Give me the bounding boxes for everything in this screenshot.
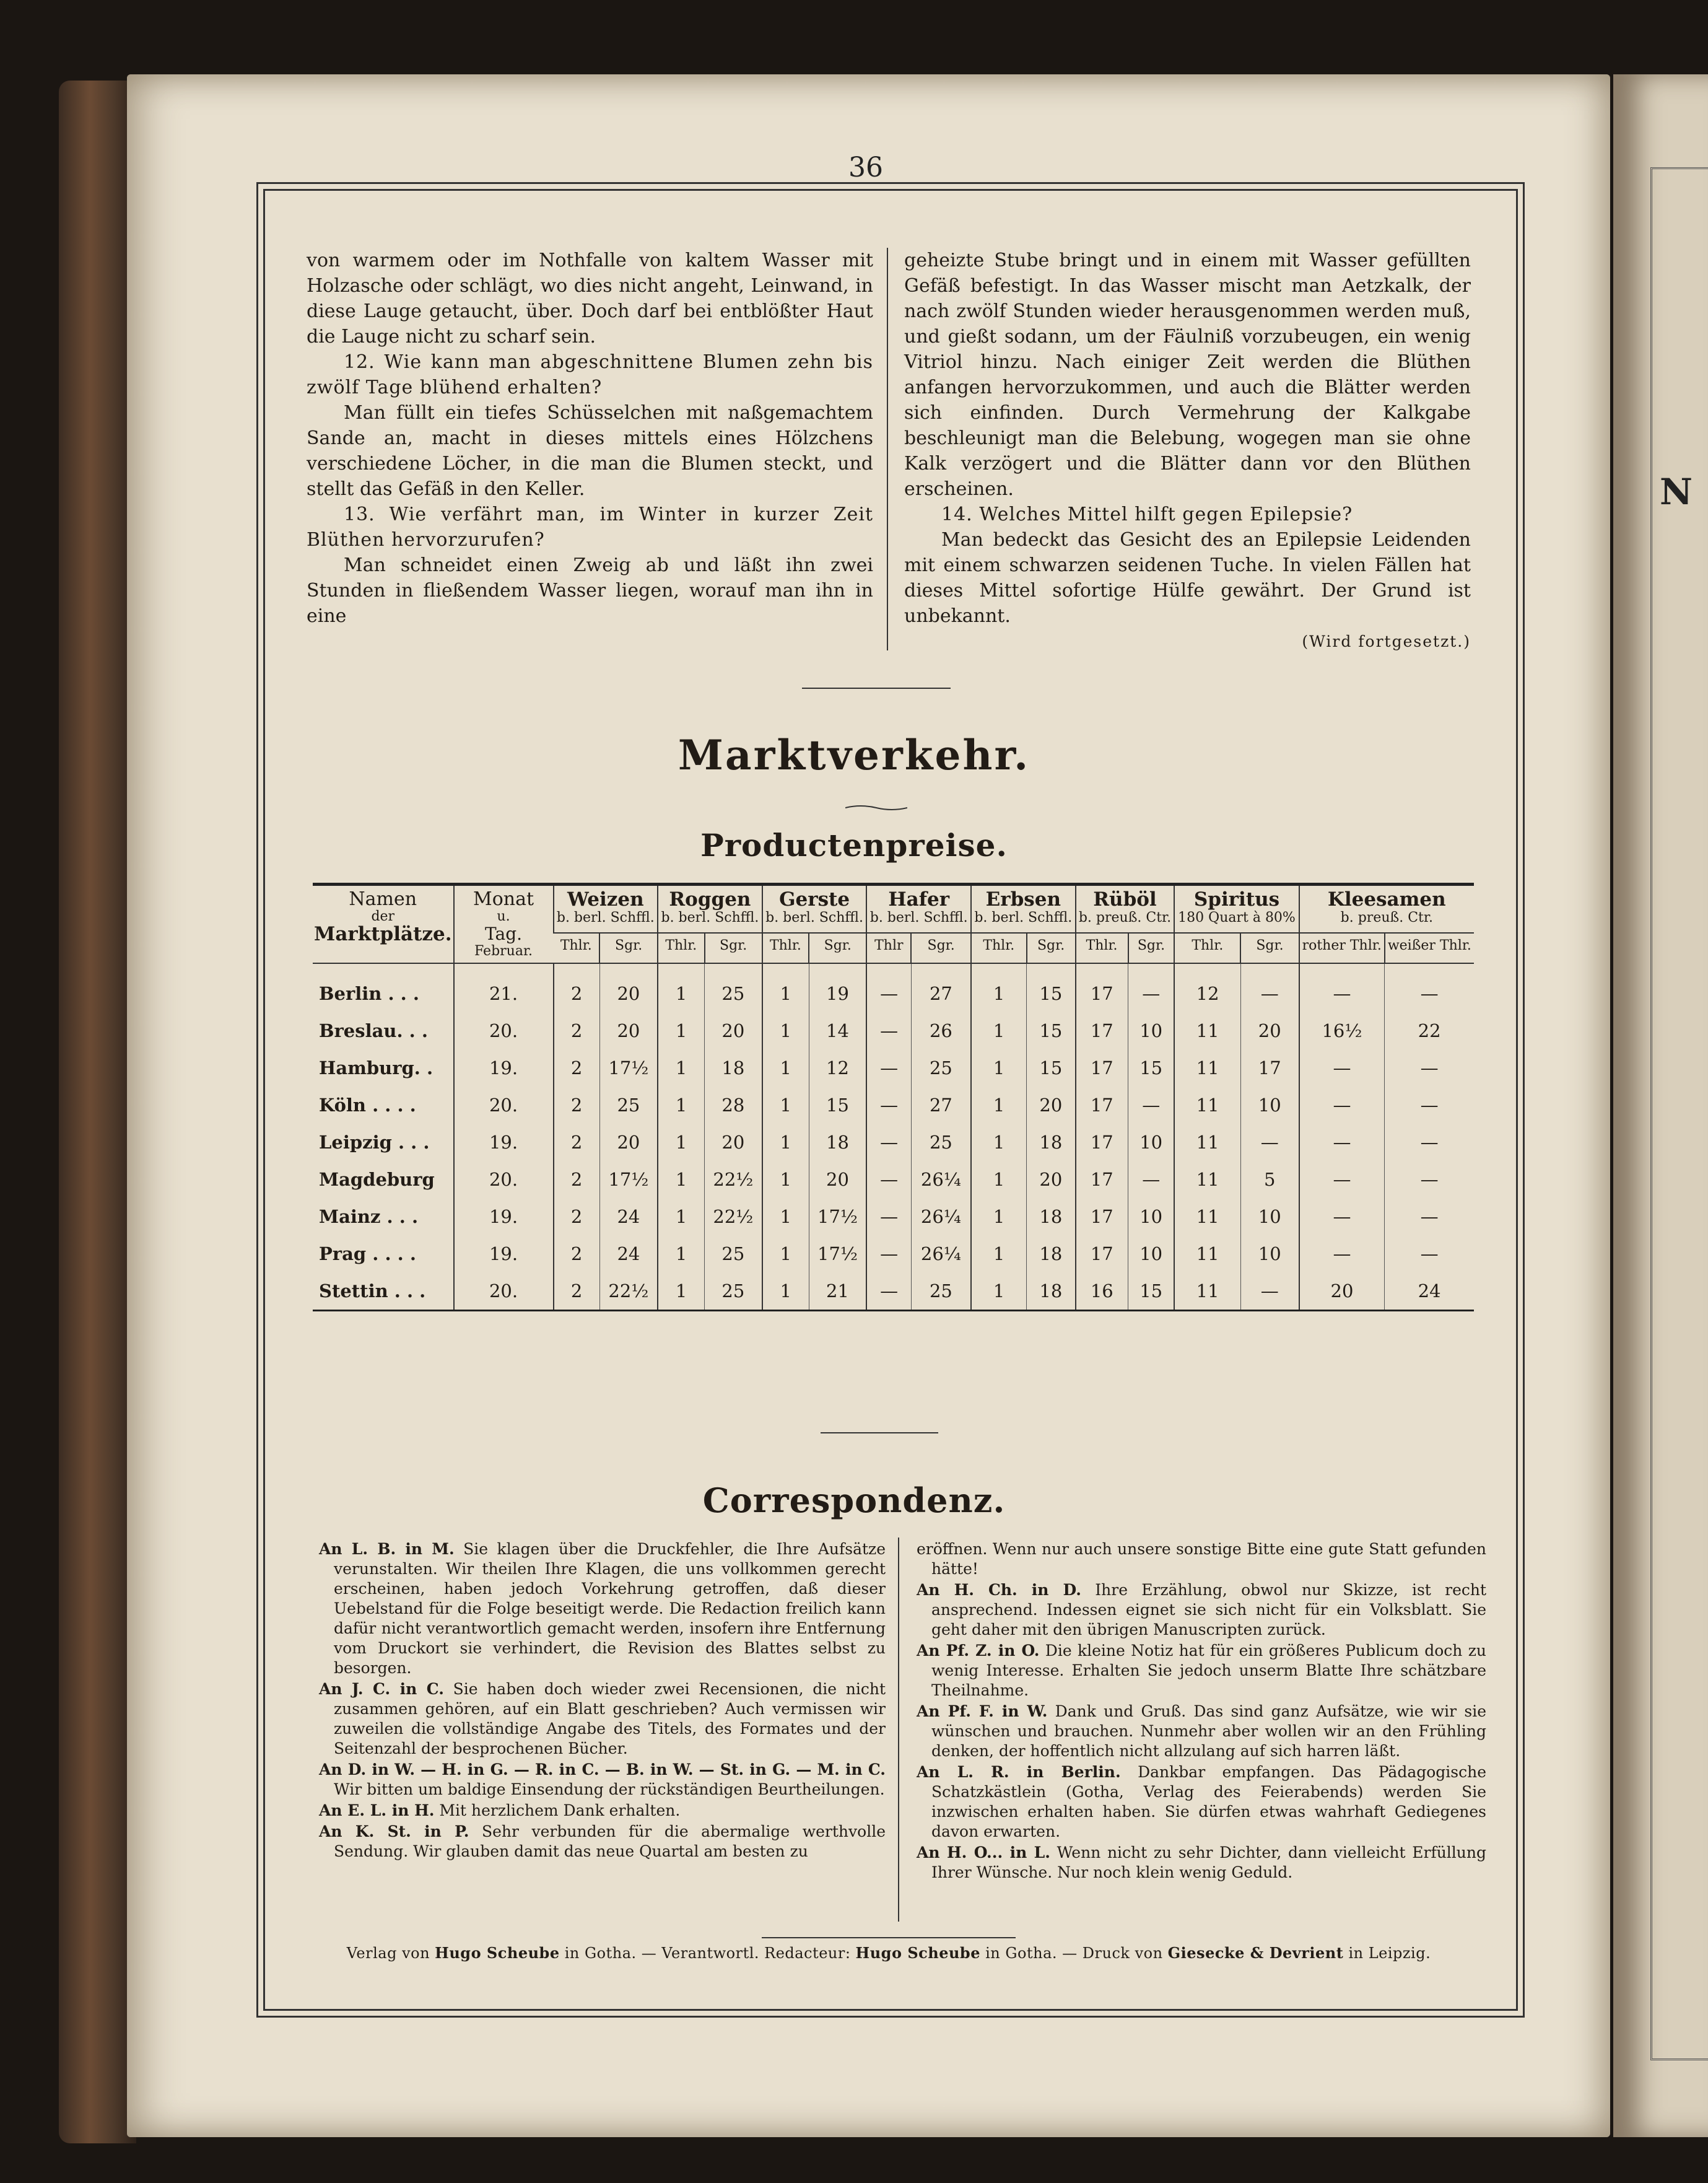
commodity-unit: b. preuß. Ctr. [1340,910,1433,925]
correspondence-entry [917,1702,1486,1761]
price-cell: — [1299,1124,1385,1161]
commodity-unit: b. berl. Schffl. [556,910,655,925]
price-cell: — [1299,1161,1385,1198]
correspondence-text: Wir bitten um baldige Einsendung der rückständigen Beurtheilungen. [334,1780,885,1798]
subcol-header: Sgr. [599,933,658,963]
market-date: 19. [454,1235,554,1272]
subcol-header: Thlr. [762,933,809,963]
price-cell: — [1240,1124,1299,1161]
section-title: Marktverkehr. [678,731,1030,779]
price-cell: 15 [1128,1272,1175,1311]
price-cell: 18 [1027,1235,1076,1272]
price-cell: 2 [554,1124,600,1161]
section-rule-top [802,688,951,689]
price-cell: — [1128,1161,1175,1198]
price-cell: 11 [1174,1124,1240,1161]
market-place: Breslau. . . [319,1020,428,1041]
table-row [313,1272,1474,1311]
price-cell: 1 [971,1198,1027,1235]
title-ornament [845,804,907,812]
price-cell: 17 [1076,1198,1128,1235]
price-cell: 17 [1076,963,1128,1012]
price-cell: 10 [1240,1087,1299,1124]
correspondence-divider [898,1538,899,1922]
correspondence-text: Sie klagen über die Druckfehler, die Ihre Aufsätze verunstalten. Wir theilen Ihre Klagen, die uns vollkommen gerecht erscheinen, haben jedoch Vorkehrung getroffen, daß dieser Uebelstand für die Folge beseitigt werde. Die Redaction freilich kann dafür nicht verantwortlich gemacht werden, insofern ihre Entfernung vom Druckort sie verhindert, die Revision des Blattes selbst zu besorgen. [334,1540,886,1677]
commodity-unit: b. berl. Schffl. [974,910,1073,925]
answer-paragraph: Man bedeckt das Gesicht des an Epilepsie Leidenden mit einem schwarzen seidenen Tuche. In vielen Fällen hat dieses Mittel sofortige Hülfe gewährt. Der Grund ist unbekannt. [904,529,1471,627]
price-cell: 1 [762,963,809,1012]
continued-note: (Wird fortgesetzt.) [1302,632,1471,650]
price-cell: 15 [809,1087,866,1124]
price-cell: 15 [1027,1012,1076,1049]
price-cell: — [866,1124,911,1161]
price-cell: — [1385,1124,1474,1161]
market-place: Köln . . . . [319,1095,416,1116]
price-cell: 1 [971,1161,1027,1198]
price-cell: 10 [1240,1198,1299,1235]
commodity-unit: b. preuß. Ctr. [1078,910,1172,925]
price-cell: — [1385,1049,1474,1087]
price-cell: 17 [1076,1012,1128,1049]
correspondence-text: Sehr verbunden für die abermalige werthvolle Sendung. Wir glauben damit das neue Quartal am besten zu [334,1822,886,1860]
price-cell: 27 [911,1087,971,1124]
subcol-header: Thlr. [554,933,600,963]
correspondence-entry [319,1539,886,1678]
price-cell: 22½ [599,1272,658,1311]
subcol-header: Thlr. [1076,933,1128,963]
subcol-header: Thlr. [1174,933,1240,963]
price-cell: 1 [762,1087,809,1124]
col-header-date: Monat u. Tag. Februar. [454,885,554,964]
price-cell: — [1299,1087,1385,1124]
price-cell: 24 [1385,1272,1474,1311]
price-cell: 20 [1299,1272,1385,1311]
price-cell: — [1385,963,1474,1012]
price-cell: 1 [658,1235,704,1272]
price-cell: 21 [809,1272,866,1311]
correspondence-addressee: An L. B. in M. [319,1540,455,1558]
column-divider [887,248,888,650]
answer-paragraph: geheizte Stube bringt und in einem mit Wasser gefüllten Gefäß befestigt. In das Wasser mischt man Aetzkalk, der nach zwölf Stunden wieder herausgenommen werden muß, und gießt sodann, um der Fäulniß vorzubeugen, ein wenig Vitriol hinzu. Nach einiger Zeit werden die Blüthen anfangen hervorzukommen, und auch die Blätter werden sich einfinden. Durch Vermehrung der Kalkgabe beschleunigt man die Belebung, wogegen man sie ohne Kalk verzögert und die Blätter dann vor den Blüthen erscheinen. [904,250,1471,500]
price-cell: 10 [1240,1235,1299,1272]
table-row [313,1198,1474,1235]
price-cell: 20 [599,1124,658,1161]
price-cell: 12 [1174,963,1240,1012]
market-date: 19. [454,1049,554,1087]
subcol-header: Thlr. [658,933,704,963]
price-cell: 1 [762,1272,809,1311]
price-cell: 1 [658,1087,704,1124]
price-cell: 17 [1076,1049,1128,1087]
correspondence-addressee: An K. St. in P. [319,1822,469,1840]
price-cell: 1 [762,1012,809,1049]
col-header-commodity [1076,885,1175,933]
price-cell: 20 [809,1161,866,1198]
price-cell: 10 [1128,1235,1175,1272]
facing-page-frame [1650,167,1708,2060]
price-cell: 1 [658,1124,704,1161]
price-cell: 11 [1174,1272,1240,1311]
subcol-header: rother Thlr. [1299,933,1385,963]
facing-page [1613,74,1708,2137]
col-header-commodity [1299,885,1474,933]
price-cell: — [866,1235,911,1272]
market-date: 19. [454,1124,554,1161]
subcol-header: Sgr. [1027,933,1076,963]
price-cell: 25 [705,963,762,1012]
commodity-name: Erbsen [985,888,1061,911]
subcol-header: Thlr [866,933,911,963]
question-paragraph: 14. Welches Mittel hilft gegen Epilepsie? [941,504,1353,525]
price-cell: — [1299,1198,1385,1235]
price-cell: — [1385,1161,1474,1198]
price-cell: 11 [1174,1161,1240,1198]
price-cell: 2 [554,1049,600,1087]
price-cell: 19 [809,963,866,1012]
price-cell: 25 [911,1124,971,1161]
col-header-commodity [866,885,971,933]
right-text-column [904,248,1471,654]
price-cell: — [1385,1087,1474,1124]
correspondence-text: Dankbar empfangen. Das Pädagogische Schatzkästlein (Gotha, Verlag des Feierabends) werden Sie inzwischen erhalten haben. Sie dürfen etwas wahrhaft Gediegenes davon erwarten. [931,1763,1487,1840]
price-cell: 1 [762,1049,809,1087]
correspondence-entry [917,1843,1486,1883]
page-number: 36 [848,152,883,183]
price-cell: 10 [1128,1124,1175,1161]
price-cell: 1 [971,1087,1027,1124]
col-header-commodity [1174,885,1299,933]
market-place: Mainz . . . [319,1206,419,1227]
price-cell: 25 [705,1272,762,1311]
col-header-commodity [762,885,867,933]
market-date: 20. [454,1161,554,1198]
correspondence-text: Die kleine Notiz hat für ein größeres Publicum doch zu wenig Interesse. Erhalten Sie jedoch unserm Blatte Ihre schätzbare Theilnahme. [931,1642,1486,1699]
facing-page-fragment: N [1660,471,1693,513]
correspondence-text: Wenn nicht zu sehr Dichter, dann vielleicht Erfüllung Ihrer Wünsche. Nur noch klein wenig Geduld. [931,1844,1486,1881]
table-row [313,1087,1474,1124]
price-cell: 1 [971,1049,1027,1087]
market-place: Hamburg. . [319,1057,434,1078]
price-cell: 25 [599,1087,658,1124]
price-cell: — [866,1087,911,1124]
correspondence-entry [917,1762,1486,1842]
correspondence-addressee: An Pf. F. in W. [917,1702,1048,1720]
answer-paragraph: von warmem oder im Nothfalle von kaltem Wasser mit Holzasche oder schlägt, wo dies nicht angeht, Leinwand, in diese Lauge getaucht, über. Doch darf bei entblößter Haut die Lauge nicht zu scharf sein. [307,250,873,348]
price-cell: 16½ [1299,1012,1385,1049]
price-cell: 11 [1174,1198,1240,1235]
correspondence-entry [917,1641,1486,1700]
commodity-unit: b. berl. Schffl. [869,910,968,925]
price-cell: 25 [911,1049,971,1087]
correspondence-text: Mit herzlichem Dank erhalten. [439,1801,681,1819]
left-text-column [307,248,873,629]
price-cell: 26¼ [911,1235,971,1272]
price-cell: 18 [1027,1272,1076,1311]
price-cell: 17 [1076,1087,1128,1124]
correspondence-entry [319,1801,886,1821]
market-date: 19. [454,1198,554,1235]
market-date: 21. [454,963,554,1012]
price-cell: 17½ [599,1161,658,1198]
correspondence-entry [917,1580,1486,1640]
price-cell: 1 [762,1235,809,1272]
price-cell: 1 [658,963,704,1012]
subsection-title: Productenpreise. [700,827,1008,864]
subcol-header: Sgr. [1240,933,1299,963]
price-cell: 1 [971,1235,1027,1272]
price-cell: 2 [554,1272,600,1311]
price-cell: 28 [705,1087,762,1124]
price-cell: 20 [1240,1012,1299,1049]
price-cell: — [866,963,911,1012]
price-cell: 5 [1240,1161,1299,1198]
price-cell: 17 [1076,1235,1128,1272]
correspondence-addressee: An D. in W. — H. in G. — R. in C. — B. in W. — St. in G. — M. in C. [319,1761,886,1778]
price-cell: 20 [599,963,658,1012]
price-cell: 26 [911,1012,971,1049]
price-cell: 20 [1027,1161,1076,1198]
correspondence-left [319,1539,886,1863]
correspondence-addressee: An J. C. in C. [319,1680,444,1698]
price-cell: 20 [1027,1087,1076,1124]
price-cell: 22½ [705,1198,762,1235]
price-cell: 15 [1027,963,1076,1012]
price-cell: — [1240,1272,1299,1311]
price-cell: 10 [1128,1198,1175,1235]
commodity-unit: 180 Quart à 80% [1178,910,1296,925]
correspondence-entry [319,1679,886,1759]
market-place: Stettin . . . [319,1280,426,1301]
question-paragraph: 13. Wie verfährt man, im Winter in kurzer Zeit Blüthen hervorzurufen? [307,504,873,551]
correspondence-title: Correspondenz. [702,1481,1006,1520]
price-cell: 1 [658,1272,704,1311]
price-cell: 2 [554,1161,600,1198]
commodity-name: Roggen [669,888,751,911]
price-cell: 15 [1128,1049,1175,1087]
price-cell: 1 [971,963,1027,1012]
price-cell: 25 [705,1235,762,1272]
price-cell: 1 [762,1198,809,1235]
correspondence-entry [319,1760,886,1800]
table-row [313,1049,1474,1087]
table-row [313,1161,1474,1198]
price-cell: 15 [1027,1049,1076,1087]
col-header-commodity [658,885,762,933]
market-date: 20. [454,1012,554,1049]
subcol-header: Sgr. [911,933,971,963]
answer-paragraph: Man füllt ein tiefes Schüsselchen mit naßgemachtem Sande an, macht in dieses mittels eines Hölzchens verschiedene Löcher, in die man die Blumen steckt, und stellt das Gefäß in den Keller. [307,402,873,500]
commodity-name: Weizen [567,888,644,911]
correspondence-text: eröffnen. Wenn nur auch unsere sonstige Bitte eine gute Statt gefunden hätte! [917,1540,1486,1578]
price-cell: — [1128,1087,1175,1124]
correspondence-addressee: An H. O... in L. [917,1844,1050,1861]
commodity-name: Rüböl [1093,888,1157,911]
correspondence-addressee: An H. Ch. in D. [917,1581,1081,1599]
commodity-name: Kleesamen [1327,888,1446,911]
subcol-header: weißer Thlr. [1385,933,1474,963]
commodity-name: Gerste [779,888,850,911]
subcol-header: Sgr. [809,933,866,963]
market-place: Berlin . . . [319,983,419,1004]
market-place: Magdeburg [319,1169,435,1190]
market-date: 20. [454,1087,554,1124]
market-place: Prag . . . . [319,1243,416,1264]
price-cell: 1 [658,1012,704,1049]
correspondence-entry [319,1822,886,1861]
price-cell: 27 [911,963,971,1012]
table-row [313,963,1474,1012]
price-cell: — [1299,963,1385,1012]
price-cell: 26¼ [911,1161,971,1198]
price-cell: 1 [658,1161,704,1198]
question-paragraph: 12. Wie kann man abgeschnittene Blumen zehn bis zwölf Tage blühend erhalten? [307,351,873,398]
price-cell: 2 [554,963,600,1012]
price-cell: 18 [809,1124,866,1161]
market-place: Leipzig . . . [319,1132,430,1153]
price-cell: — [1299,1235,1385,1272]
price-cell: 17 [1240,1049,1299,1087]
price-cell: 17 [1076,1161,1128,1198]
market-date: 20. [454,1272,554,1311]
commodity-name: Hafer [888,888,950,911]
price-cell: — [866,1012,911,1049]
price-cell: 1 [971,1272,1027,1311]
price-cell: — [1128,963,1175,1012]
price-cell: 18 [705,1049,762,1087]
price-cell: 24 [599,1235,658,1272]
footer-rule [762,1937,1016,1938]
price-cell: 18 [1027,1124,1076,1161]
price-cell: 17 [1076,1124,1128,1161]
price-cell: 14 [809,1012,866,1049]
section-rule-bottom [821,1432,938,1433]
commodity-name: Spiritus [1193,888,1280,911]
price-cell: — [866,1198,911,1235]
price-cell: — [866,1161,911,1198]
price-cell: 20 [599,1012,658,1049]
price-cell: 11 [1174,1049,1240,1087]
price-cell: — [866,1272,911,1311]
correspondence-right [917,1539,1486,1884]
price-cell: 1 [658,1198,704,1235]
price-cell: 26¼ [911,1198,971,1235]
correspondence-addressee: An L. R. in Berlin. [917,1763,1121,1781]
price-cell: 12 [809,1049,866,1087]
subcol-header: Sgr. [1128,933,1175,963]
price-cell: 1 [658,1049,704,1087]
price-cell: 2 [554,1198,600,1235]
price-cell: 16 [1076,1272,1128,1311]
price-cell: — [1385,1198,1474,1235]
subcol-header: Thlr. [971,933,1027,963]
imprint-footer: Verlag von Hugo Scheube in Gotha. — Verantwortl. Redacteur: Hugo Scheube in Gotha. — Druck von Giesecke & Devrient in Leipzig. [346,1944,1431,1962]
correspondence-addressee: An Pf. Z. in O. [917,1642,1040,1660]
book-spine [59,81,136,2143]
col-header-commodity [554,885,658,933]
price-cell: 1 [762,1161,809,1198]
price-cell: 2 [554,1087,600,1124]
price-cell: 1 [971,1012,1027,1049]
col-header-place: Namen der Marktplätze. [313,885,454,964]
answer-paragraph: Man schneidet einen Zweig ab und läßt ihn zwei Stunden in fließendem Wasser liegen, worauf man ihn in eine [307,554,873,627]
price-cell: 11 [1174,1235,1240,1272]
price-cell: 1 [762,1124,809,1161]
table-row [313,1012,1474,1049]
price-cell: 18 [1027,1198,1076,1235]
price-cell: — [866,1049,911,1087]
price-cell: 25 [911,1272,971,1311]
price-cell: 24 [599,1198,658,1235]
price-cell: 22½ [705,1161,762,1198]
price-cell: 2 [554,1012,600,1049]
price-cell: 10 [1128,1012,1175,1049]
price-cell: 2 [554,1235,600,1272]
correspondence-addressee: An E. L. in H. [319,1801,435,1819]
price-table [313,883,1474,1311]
price-cell: 11 [1174,1087,1240,1124]
price-cell: — [1385,1235,1474,1272]
subcol-header: Sgr. [705,933,762,963]
price-cell: 17½ [599,1049,658,1087]
price-cell: 1 [971,1124,1027,1161]
price-cell: — [1240,963,1299,1012]
price-cell: 11 [1174,1012,1240,1049]
price-cell: 20 [705,1012,762,1049]
correspondence-text: Dank und Gruß. Das sind ganz Aufsätze, wie wir sie wünschen und brauchen. Nunmehr aber wollen wir an den Frühling denken, der hoffentlich nicht allzulang auf sich harren läßt. [931,1702,1486,1760]
price-cell: 20 [705,1124,762,1161]
price-cell: 17½ [809,1235,866,1272]
price-cell: 17½ [809,1198,866,1235]
commodity-unit: b. berl. Schffl. [765,910,864,925]
table-row [313,1235,1474,1272]
table-row [313,1124,1474,1161]
correspondence-entry [917,1539,1486,1579]
correspondence-text: Sie haben doch wieder zwei Recensionen, die nicht zusammen gehören, auf ein Blatt geschrieben? Auch vermissen wir zuweilen die vollständige Angabe des Titels, des Formates und der Seitenzahl der besprochenen Bücher. [334,1680,886,1757]
commodity-unit: b. berl. Schffl. [661,910,759,925]
price-cell: 22 [1385,1012,1474,1049]
col-header-commodity [971,885,1076,933]
price-cell: — [1299,1049,1385,1087]
correspondence-text: Ihre Erzählung, obwol nur Skizze, ist recht ansprechend. Indessen eignet sie sich nicht für ein Volksblatt. Sie geht daher mit den übrigen Manuscripten zurück. [931,1581,1487,1638]
